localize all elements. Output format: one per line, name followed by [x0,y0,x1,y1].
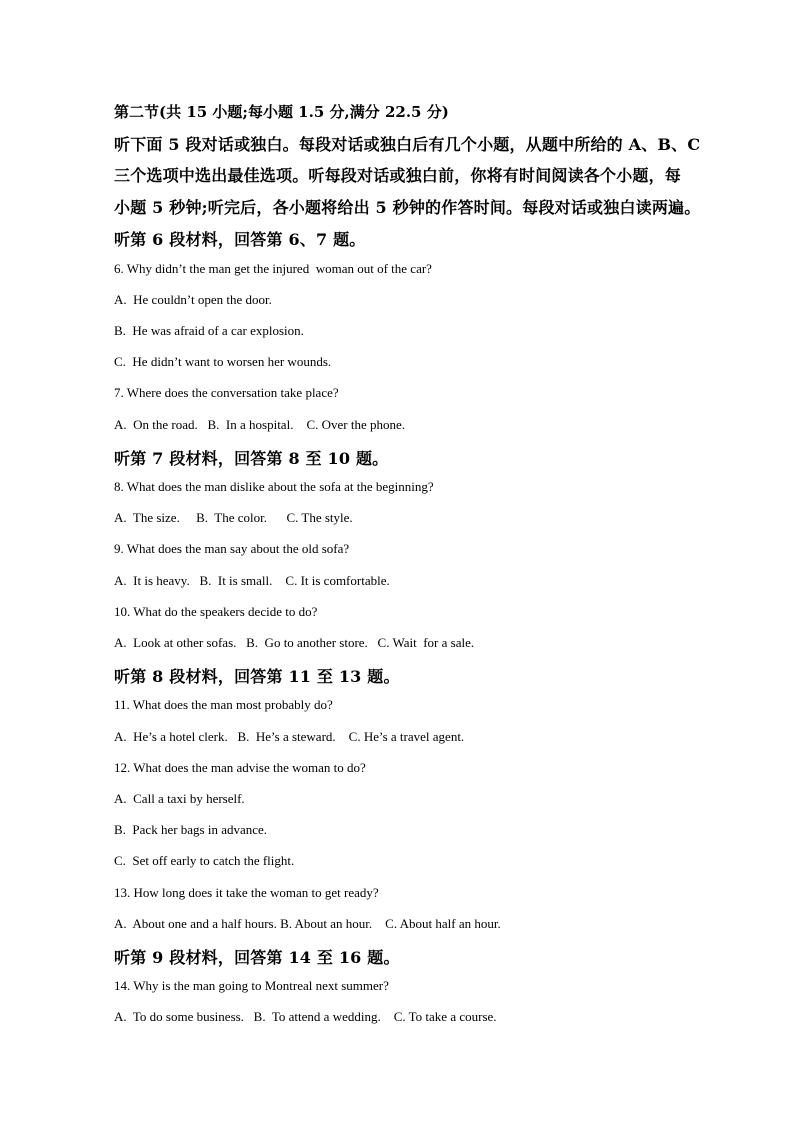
answer-options-line: A. The size. B. The color. C. The style. [114,510,353,525]
question-stem: 9. What does the man say about the old sofa? [114,541,350,556]
answer-options-line: A. Look at other sofas. B. Go to another store. C. Wait for a sale. [114,635,475,650]
answer-options-line: A. To do some business. B. To attend a wedding. C. To take a course. [114,1009,497,1024]
answer-options-line: A. On the road. B. In a hospital. C. Over the phone. [114,417,406,432]
answer-options-line: A. It is heavy. B. It is small. C. It is comfortable. [114,573,390,588]
question-stem: 7. Where does the conversation take place? [114,385,339,400]
answer-option: B. He was afraid of a car explosion. [114,323,304,338]
question-stem: 11. What does the man most probably do? [114,697,333,712]
instruction-line: 小题 5 秒钟;听完后，各小题将给出 5 秒钟的作答时间。每段对话或独白读两遍。 [114,198,701,217]
group-heading: 听第 9 段材料，回答第 14 至 16 题。 [114,948,400,967]
answer-options-line: A. About one and a half hours. B. About an hour. C. About half an hour. [114,916,501,931]
question-stem: 8. What does the man dislike about the sofa at the beginning? [114,479,434,494]
question-stem: 12. What does the man advise the woman to do? [114,760,366,775]
group-heading: 听第 8 段材料，回答第 11 至 13 题。 [114,667,400,686]
question-stem: 14. Why is the man going to Montreal next summer? [114,978,389,993]
answer-option: A. Call a taxi by herself. [114,791,245,806]
section-title: 第二节(共 15 小题;每小题 1.5 分,满分 22.5 分) [114,103,449,121]
question-stem: 6. Why didn’t the man get the injured woman out of the car? [114,261,432,276]
answer-option: A. He couldn’t open the door. [114,292,272,307]
group-heading: 听第 6 段材料，回答第 6、7 题。 [114,230,366,249]
answer-options-line: A. He’s a hotel clerk. B. He’s a steward. C. He’s a travel agent. [114,729,465,744]
instruction-line: 听下面 5 段对话或独白。每段对话或独白后有几个小题，从题中所给的 A、B、C [114,135,701,154]
instruction-line: 三个选项中选出最佳选项。听每段对话或独白前，你将有时间阅读各个小题，每 [114,166,682,185]
answer-option: C. He didn’t want to worsen her wounds. [114,354,332,369]
question-stem: 13. How long does it take the woman to get ready? [114,885,379,900]
answer-option: B. Pack her bags in advance. [114,822,268,837]
question-stem: 10. What do the speakers decide to do? [114,604,318,619]
group-heading: 听第 7 段材料，回答第 8 至 10 题。 [114,449,389,468]
answer-option: C. Set off early to catch the flight. [114,853,295,868]
